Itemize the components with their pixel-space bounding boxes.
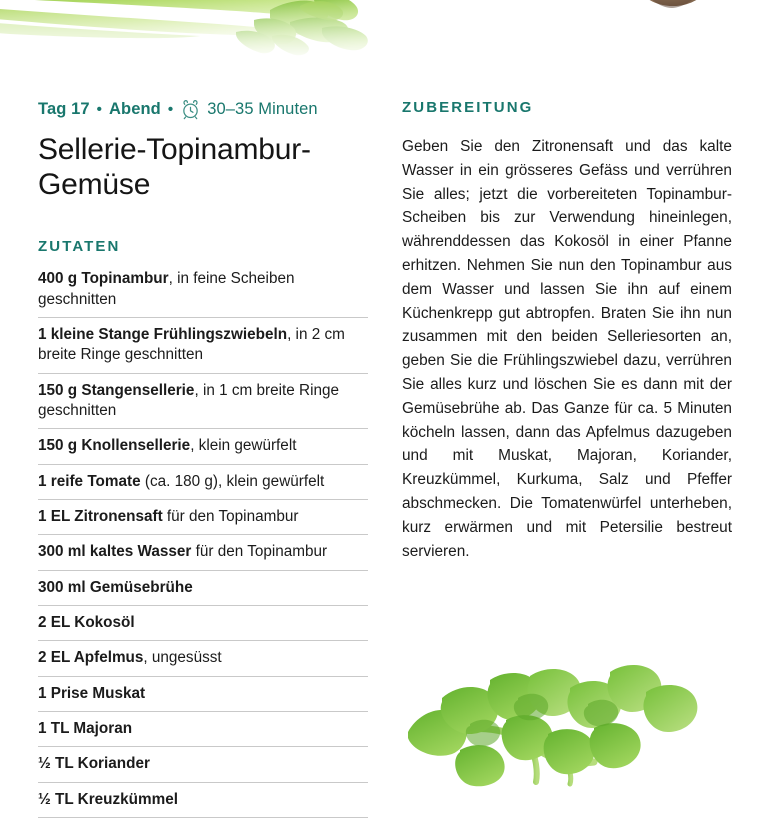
- ingredient-note: , in feine Scheiben geschnitten: [38, 270, 295, 308]
- left-column: [38, 98, 368, 818]
- cook-time-label: 30–35 Minuten: [207, 99, 318, 118]
- ingredient-item: [38, 570, 368, 605]
- preparation-heading: ZUBEREITUNG: [402, 99, 534, 116]
- ingredient-note: (ca. 180 g), klein gewürfelt: [140, 472, 325, 490]
- ingredient-item: [38, 499, 368, 534]
- ingredient-item: [38, 711, 368, 746]
- page-title: Sellerie-Topinambur-Gemüse: [38, 133, 311, 202]
- jerusalem-artichoke-tuber-photo: [636, 0, 710, 18]
- ingredient-item: [38, 317, 368, 373]
- meta-separator-1: •: [96, 100, 103, 118]
- ingredient-amount: 300 ml kaltes Wasser: [38, 543, 192, 561]
- ingredient-amount: 300 ml Gemüsebrühe: [38, 578, 193, 596]
- day-label: Tag 17: [38, 99, 90, 118]
- ingredient-item: [38, 676, 368, 711]
- ingredients-list: [38, 269, 368, 817]
- recipe-meta: [38, 98, 368, 120]
- ingredient-item: [38, 464, 368, 499]
- ingredient-item: [38, 373, 368, 429]
- alarm-clock-icon: [180, 99, 201, 120]
- ingredient-item: [38, 428, 368, 463]
- ingredient-amount: 1 EL Zitronensaft: [38, 507, 163, 525]
- ingredient-item: [38, 269, 368, 317]
- ingredient-amount: ½ TL Kreuzkümmel: [38, 790, 178, 808]
- ingredient-amount: 400 g Topinambur: [38, 270, 169, 288]
- ingredient-item: [38, 640, 368, 675]
- celery-stalks-photo: [0, 0, 390, 60]
- ingredient-item: [38, 782, 368, 817]
- ingredient-amount: 1 kleine Stange Frühlingszwiebeln: [38, 325, 288, 343]
- ingredient-amount: 1 TL Majoran: [38, 720, 133, 737]
- ingredient-amount: ½ TL Koriander: [38, 755, 150, 773]
- ingredient-item: [38, 605, 368, 640]
- ingredient-note: für den Topinambur: [191, 543, 328, 561]
- ingredient-amount: 150 g Stangensellerie: [38, 381, 195, 399]
- ingredients-heading: ZUTATEN: [38, 238, 121, 256]
- meta-separator-2: •: [167, 100, 174, 118]
- parsley-leaves-photo: [398, 658, 728, 778]
- ingredient-note: , klein gewürfelt: [190, 437, 297, 455]
- ingredient-amount: 2 EL Apfelmus: [38, 649, 144, 667]
- preparation-body: Geben Sie den Zitronensaft und das kalte Wasser in ein grösseres Gefäss und verrühren Sie alles; jetzt die vorbereiteten Topinambur-Scheiben bis zur Verwendung hineinlegen, währenddessen das Kokosöl in einer Pfanne erhitzen. Nehmen Sie nun den Topinambur aus dem Wasser und lassen Sie ihn auf einem Küchenkrepp gut abtropfen. Braten Sie ihn nun zusammen mit den beiden Selleriesorten an, geben Sie die Frühlingszwiebel dazu, verrühren Sie alles kurz und löschen Sie es dann mit der Gemüsebrühe ab. Das Ganze für ca. 5 Minuten köcheln lassen, dann das Apfelmus dazugeben und mit Muskat, Majoran, Koriander, Kreuzkümmel, Kurkuma, Salz und Pfeffer abschmecken. Die Tomatenwürfel unterheben, kurz erwärmen und mit Petersilie bestreut servieren.: [402, 138, 732, 560]
- ingredient-note: , ungesüsst: [143, 649, 222, 667]
- ingredient-amount: 1 Prise Muskat: [38, 684, 146, 702]
- ingredient-item: [38, 534, 368, 569]
- meal-label: Abend: [109, 99, 161, 118]
- ingredient-note: , in 1 cm breite Ringe geschnitten: [38, 381, 339, 419]
- ingredient-amount: 1 reife Tomate: [38, 472, 141, 490]
- ingredient-amount: 2 EL Kokosöl: [38, 613, 135, 631]
- ingredient-note: für den Topinambur: [162, 507, 299, 525]
- ingredient-amount: 150 g Knollensellerie: [38, 437, 191, 455]
- right-column: [402, 98, 732, 563]
- ingredient-item: [38, 746, 368, 781]
- ingredient-note: , in 2 cm breite Ringe geschnitten: [38, 325, 345, 364]
